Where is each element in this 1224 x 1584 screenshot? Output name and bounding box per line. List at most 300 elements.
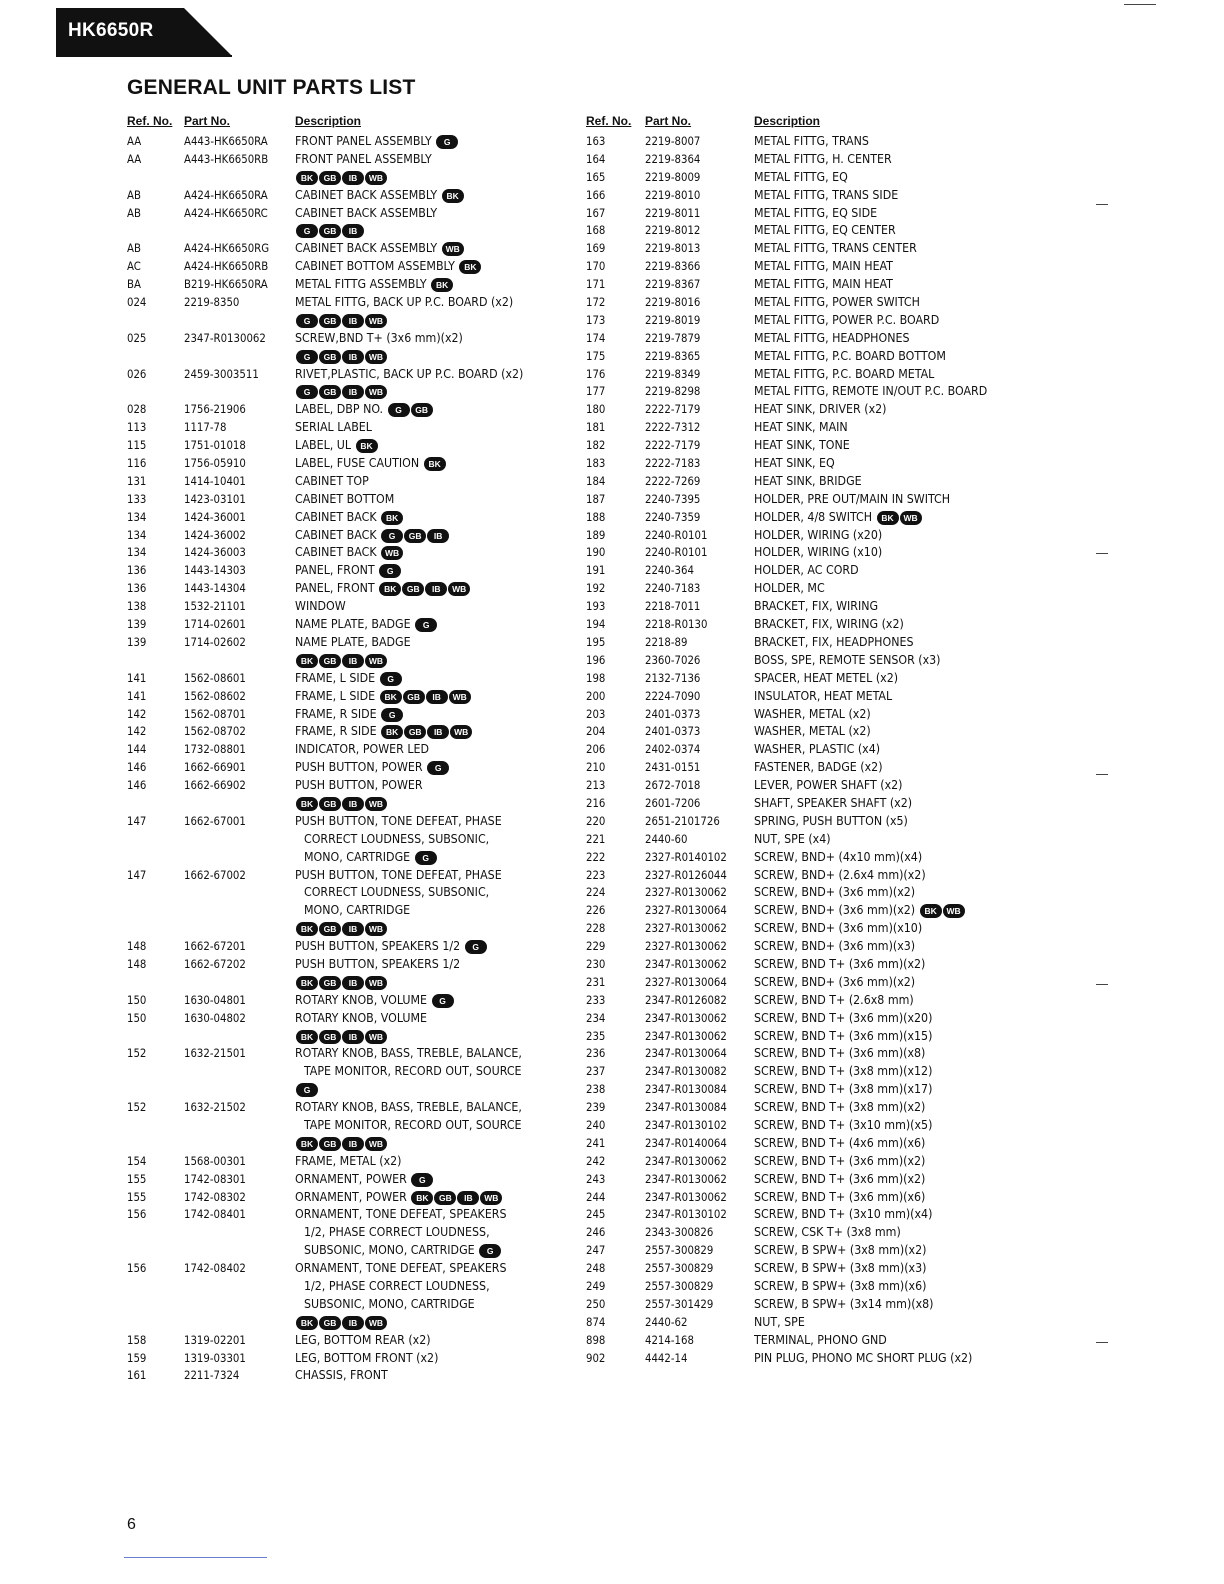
- table-row: [127, 455, 577, 473]
- description: [295, 1242, 577, 1260]
- description-text: SERIAL LABEL: [295, 420, 372, 435]
- table-row: [127, 1206, 577, 1224]
- part-no: 2219-8019: [645, 313, 701, 327]
- ref-no: AC: [127, 260, 141, 274]
- version-badge: WB: [365, 654, 387, 668]
- ref-no: [127, 1296, 184, 1314]
- table-row: [586, 1081, 1056, 1099]
- description-text: ROTARY KNOB, VOLUME: [295, 992, 428, 1007]
- ref-no: 204: [586, 725, 606, 739]
- description: [295, 348, 577, 366]
- parts-table-right: [586, 114, 1056, 1367]
- part-no: [184, 1296, 295, 1314]
- table-row: [586, 706, 1056, 724]
- description-text: CHASSIS, FRONT: [295, 1368, 388, 1383]
- description: [295, 133, 577, 151]
- table-row: [586, 956, 1056, 974]
- ref-no: 223: [586, 868, 606, 882]
- version-badge: BK: [424, 457, 446, 471]
- ref-no: 159: [127, 1351, 147, 1365]
- table-row: [127, 741, 577, 759]
- ref-no: 136: [127, 582, 147, 596]
- version-badge: BK: [296, 976, 318, 990]
- ref-no: 170: [586, 260, 606, 274]
- ref-no: 241: [586, 1136, 606, 1150]
- ref-no: 171: [586, 278, 606, 292]
- ref-no: 222: [586, 850, 606, 864]
- version-badge: BK: [877, 511, 899, 525]
- description: [754, 240, 1056, 258]
- version-badge: G: [415, 851, 437, 865]
- table-row: [127, 902, 577, 920]
- ref-no: 139: [127, 635, 147, 649]
- table-row: [586, 634, 1056, 652]
- description-text: METAL FITTG, POWER SWITCH: [754, 295, 920, 310]
- part-no: 1662-66901: [184, 761, 246, 775]
- description: [754, 1224, 1056, 1242]
- table-row: [586, 562, 1056, 580]
- description: [295, 867, 577, 885]
- version-badge: BK: [411, 1191, 433, 1205]
- version-badge: IB: [342, 654, 364, 668]
- ref-no: 156: [127, 1262, 147, 1276]
- description: [295, 1081, 577, 1099]
- table-row: [586, 777, 1056, 795]
- description: [754, 706, 1056, 724]
- version-badge: WB: [365, 922, 387, 936]
- description-text: NUT, SPE (x4): [754, 831, 831, 846]
- part-no: 1424-36002: [184, 528, 246, 542]
- description-text: HOLDER, 4/8 SWITCH: [754, 509, 873, 524]
- description: [754, 1171, 1056, 1189]
- version-badge: WB: [381, 546, 403, 560]
- description: [295, 813, 577, 831]
- part-no: 4442-14: [645, 1351, 688, 1365]
- ref-no: [127, 383, 184, 401]
- description-text: SUBSONIC, MONO, CARTRIDGE: [304, 1296, 475, 1311]
- ref-no: [127, 795, 184, 813]
- version-badge: GB: [434, 1191, 456, 1205]
- description: [295, 205, 577, 223]
- description-text: SCREW, BND T+ (3x6 mm)(x20): [754, 1010, 933, 1025]
- version-badge: G: [388, 403, 410, 417]
- description: [295, 509, 577, 527]
- ref-no: [127, 652, 184, 670]
- ref-no: 181: [586, 421, 606, 435]
- description: [295, 258, 577, 276]
- description: [295, 276, 577, 294]
- description: [754, 312, 1056, 330]
- table-row: [127, 527, 577, 545]
- ref-no: 172: [586, 296, 606, 310]
- version-badge: BK: [356, 439, 378, 453]
- table-row: [586, 437, 1056, 455]
- ref-no: 213: [586, 779, 606, 793]
- description: [754, 938, 1056, 956]
- description-text: FRAME, L SIDE: [295, 688, 376, 703]
- description-text: HEAT SINK, MAIN: [754, 420, 848, 435]
- version-badge: G: [427, 761, 449, 775]
- ref-no: 134: [127, 546, 147, 560]
- description-text: SUBSONIC, MONO, CARTRIDGE: [304, 1243, 475, 1258]
- description-text: METAL FITTG, MAIN HEAT: [754, 277, 893, 292]
- part-no: 2224-7090: [645, 689, 701, 703]
- version-badge: BK: [296, 797, 318, 811]
- description: [754, 222, 1056, 240]
- description-text: PANEL, FRONT: [295, 563, 375, 578]
- part-no: 1424-36003: [184, 546, 246, 560]
- description-text: LABEL, FUSE CAUTION: [295, 456, 420, 471]
- part-no: 2327-R0140102: [645, 850, 727, 864]
- part-no: 2347-R0126082: [645, 993, 727, 1007]
- ref-no: 155: [127, 1190, 147, 1204]
- part-no: [184, 974, 295, 992]
- ref-no: 238: [586, 1083, 606, 1097]
- table-row: [586, 920, 1056, 938]
- ref-no: [127, 169, 184, 187]
- part-no: 2347-R0130102: [645, 1118, 727, 1132]
- description: [754, 258, 1056, 276]
- part-no: 1562-08602: [184, 689, 246, 703]
- ref-no: 183: [586, 457, 606, 471]
- description: [754, 831, 1056, 849]
- table-row: [586, 759, 1056, 777]
- part-no: 1632-21501: [184, 1047, 246, 1061]
- table-row: [586, 992, 1056, 1010]
- ref-no: 192: [586, 582, 606, 596]
- description: [754, 920, 1056, 938]
- part-no: 2347-R0130062: [645, 1154, 727, 1168]
- margin-mark: [1096, 204, 1108, 205]
- description: [754, 562, 1056, 580]
- part-no: 2218-7011: [645, 600, 701, 614]
- description-text: NAME PLATE, BADGE: [295, 617, 411, 632]
- version-badge: IB: [427, 725, 449, 739]
- part-no: A443-HK6650RA: [184, 135, 268, 148]
- ref-no: 146: [127, 761, 147, 775]
- description: [295, 759, 577, 777]
- version-badge: IB: [342, 1030, 364, 1044]
- version-badge: BK: [920, 904, 942, 918]
- table-row: [586, 1099, 1056, 1117]
- version-badge: BK: [296, 922, 318, 936]
- table-row: [127, 849, 577, 867]
- table-row: [586, 1278, 1056, 1296]
- description-text: PUSH BUTTON, POWER: [295, 760, 423, 775]
- description-text: SCREW, BND T+ (3x6 mm)(x15): [754, 1028, 933, 1043]
- ref-no: 028: [127, 403, 147, 417]
- ref-no: 190: [586, 546, 606, 560]
- description: [295, 634, 577, 652]
- description: [754, 1314, 1056, 1332]
- description-text: PUSH BUTTON, SPEAKERS 1/2: [295, 939, 461, 954]
- description: [754, 1189, 1056, 1207]
- table-row: [586, 938, 1056, 956]
- ref-no: 146: [127, 779, 147, 793]
- part-no: [184, 902, 295, 920]
- part-no: 2219-8009: [645, 170, 701, 184]
- table-row: [586, 1350, 1056, 1368]
- description: [295, 831, 577, 849]
- part-no: 1568-00301: [184, 1154, 246, 1168]
- description: [295, 491, 577, 509]
- table-row: [586, 1206, 1056, 1224]
- part-no: [184, 383, 295, 401]
- ref-no: 147: [127, 868, 147, 882]
- part-no: [184, 222, 295, 240]
- version-badge: G: [381, 529, 403, 543]
- ref-no: 196: [586, 653, 606, 667]
- header-part-no: Part No.: [184, 114, 231, 128]
- table-row: [127, 509, 577, 527]
- description-text: CABINET BACK: [295, 545, 377, 560]
- ref-no: 874: [586, 1315, 606, 1329]
- ref-no: BA: [127, 278, 141, 292]
- margin-mark: [1096, 553, 1108, 554]
- description: [754, 544, 1056, 562]
- description-text: ORNAMENT, POWER: [295, 1189, 407, 1204]
- description-text: SCREW, B SPW+ (3x8 mm)(x3): [754, 1261, 927, 1276]
- table-row: [586, 455, 1056, 473]
- table-row: [586, 151, 1056, 169]
- table-row: [127, 795, 577, 813]
- description-text: LABEL, DBP NO.: [295, 402, 384, 417]
- description: [295, 920, 577, 938]
- version-badge: WB: [365, 350, 387, 364]
- part-no: 2222-7179: [645, 403, 701, 417]
- part-no: 2218-R0130: [645, 618, 708, 632]
- ref-no: 180: [586, 403, 606, 417]
- model-tab: [56, 8, 232, 56]
- description-text: WASHER, METAL (x2): [754, 724, 871, 739]
- part-no: B219-HK6650RA: [184, 278, 268, 292]
- part-no: 2347-R0130062: [645, 1029, 727, 1043]
- description-text: HOLDER, WIRING (x10): [754, 545, 883, 560]
- part-no: 1630-04802: [184, 1011, 246, 1025]
- description: [295, 240, 577, 258]
- left-rows: [127, 133, 577, 1385]
- ref-no: 195: [586, 635, 606, 649]
- ref-no: 242: [586, 1154, 606, 1168]
- part-no: 1742-08402: [184, 1262, 246, 1276]
- part-no: 2222-7269: [645, 474, 701, 488]
- description: [754, 401, 1056, 419]
- part-no: 1714-02602: [184, 635, 246, 649]
- description-text: FRONT PANEL ASSEMBLY: [295, 134, 432, 148]
- description: [754, 1332, 1056, 1350]
- part-no: 2401-0373: [645, 707, 701, 721]
- description: [295, 222, 577, 240]
- ref-no: [127, 831, 184, 849]
- version-badge: WB: [943, 904, 965, 918]
- table-row: [127, 634, 577, 652]
- ref-no: [127, 1028, 184, 1046]
- description: [754, 1045, 1056, 1063]
- part-no: 1742-08302: [184, 1190, 246, 1204]
- part-no: 2440-60: [645, 832, 688, 846]
- description: [754, 1278, 1056, 1296]
- table-row: [586, 884, 1056, 902]
- description: [754, 598, 1056, 616]
- part-no: 1423-03101: [184, 492, 246, 506]
- version-badge: GB: [319, 922, 341, 936]
- part-no: 4214-168: [645, 1333, 694, 1347]
- table-row: [586, 974, 1056, 992]
- description: [295, 1332, 577, 1350]
- ref-no: 193: [586, 600, 606, 614]
- part-no: A424-HK6650RB: [184, 260, 269, 274]
- description: [754, 509, 1056, 527]
- part-no: [184, 1081, 295, 1099]
- ref-no: 136: [127, 564, 147, 578]
- part-no: 2222-7179: [645, 439, 701, 453]
- description-text: CORRECT LOUDNESS, SUBSONIC,: [304, 885, 490, 900]
- table-row: [127, 294, 577, 312]
- table-row: [586, 1224, 1056, 1242]
- part-no: A443-HK6650RB: [184, 152, 269, 166]
- description: [295, 670, 577, 688]
- description-text: PUSH BUTTON, TONE DEFEAT, PHASE: [295, 867, 502, 882]
- part-no: 2343-300826: [645, 1226, 714, 1240]
- table-row: [586, 1260, 1056, 1278]
- version-badge: G: [479, 1244, 501, 1258]
- part-no: 2240-7359: [645, 510, 701, 524]
- table-row: [127, 1117, 577, 1135]
- table-row: [586, 527, 1056, 545]
- margin-mark: [1096, 774, 1108, 775]
- ref-no: 165: [586, 170, 606, 184]
- description: [295, 1206, 577, 1224]
- description: [754, 294, 1056, 312]
- table-row: [586, 1028, 1056, 1046]
- version-badge: G: [411, 1173, 433, 1187]
- part-no: 2347-R0140064: [645, 1136, 727, 1150]
- table-row: [586, 813, 1056, 831]
- description: [754, 491, 1056, 509]
- ref-no: 229: [586, 940, 606, 954]
- ref-no: AB: [127, 188, 141, 202]
- version-badge: BK: [296, 1030, 318, 1044]
- description: [295, 437, 577, 455]
- header-description: Description: [295, 114, 362, 128]
- ref-no: 173: [586, 313, 606, 327]
- description: [295, 1045, 577, 1063]
- description-text: ROTARY KNOB, VOLUME: [295, 1010, 428, 1025]
- description: [754, 366, 1056, 384]
- description: [295, 777, 577, 795]
- part-no: 2401-0373: [645, 725, 701, 739]
- ref-no: 177: [586, 385, 606, 399]
- ref-no: 155: [127, 1172, 147, 1186]
- ref-no: [127, 1278, 184, 1296]
- part-no: 2431-0151: [645, 761, 701, 775]
- description: [754, 187, 1056, 205]
- part-no: [184, 920, 295, 938]
- version-badge: G: [381, 708, 403, 722]
- description: [754, 133, 1056, 151]
- version-badge: IB: [342, 976, 364, 990]
- table-row: [586, 831, 1056, 849]
- part-no: 2360-7026: [645, 653, 701, 667]
- ref-no: AB: [127, 242, 141, 256]
- description: [754, 813, 1056, 831]
- ref-no: 198: [586, 671, 606, 685]
- ref-no: 131: [127, 474, 147, 488]
- description-text: WASHER, PLASTIC (x4): [754, 742, 881, 757]
- version-badge: WB: [449, 690, 471, 704]
- ref-no: [127, 1135, 184, 1153]
- description: [295, 169, 577, 187]
- table-row: [127, 1028, 577, 1046]
- part-no: 1319-02201: [184, 1333, 246, 1347]
- version-badge: GB: [319, 224, 341, 238]
- description-text: PIN PLUG, PHONO MC SHORT PLUG (x2): [754, 1350, 973, 1365]
- ref-no: 154: [127, 1154, 147, 1168]
- version-badge: BK: [296, 1137, 318, 1151]
- description-text: SCREW, B SPW+ (3x8 mm)(x2): [754, 1243, 927, 1258]
- part-no: 2132-7136: [645, 671, 701, 685]
- version-badge: WB: [365, 1030, 387, 1044]
- part-no: 2240-R0101: [645, 528, 708, 542]
- description-text: METAL FITTG, TRANS SIDE: [754, 187, 899, 202]
- table-row: [586, 1063, 1056, 1081]
- footer-rule: [124, 1557, 267, 1558]
- ref-no: 163: [586, 135, 606, 148]
- description-text: TAPE MONITOR, RECORD OUT, SOURCE: [304, 1117, 522, 1132]
- description: [295, 1224, 577, 1242]
- description-text: SPACER, HEAT METEL (x2): [754, 670, 899, 685]
- ref-no: 168: [586, 224, 606, 238]
- ref-no: 144: [127, 743, 147, 757]
- description: [754, 205, 1056, 223]
- table-row: [127, 1260, 577, 1278]
- version-badge: WB: [900, 511, 922, 525]
- description: [295, 1117, 577, 1135]
- table-row: [586, 348, 1056, 366]
- description: [295, 312, 577, 330]
- description-text: TAPE MONITOR, RECORD OUT, SOURCE: [304, 1064, 522, 1079]
- table-row: [586, 1171, 1056, 1189]
- description: [295, 151, 577, 169]
- table-row: [586, 1189, 1056, 1207]
- version-badge: WB: [365, 797, 387, 811]
- description-text: CORRECT LOUDNESS, SUBSONIC,: [304, 831, 490, 846]
- table-row: [127, 151, 577, 169]
- table-row: [127, 205, 577, 223]
- version-badge: GB: [319, 350, 341, 364]
- table-row: [127, 437, 577, 455]
- ref-no: 141: [127, 671, 147, 685]
- table-row: [586, 741, 1056, 759]
- table-row: [586, 205, 1056, 223]
- part-no: 2219-8013: [645, 242, 701, 256]
- description: [295, 366, 577, 384]
- version-badge: G: [436, 135, 458, 149]
- part-no: 2240-7183: [645, 582, 701, 596]
- table-row: [586, 902, 1056, 920]
- version-badge: BK: [296, 1316, 318, 1330]
- part-no: 2672-7018: [645, 779, 701, 793]
- version-badge: G: [296, 350, 318, 364]
- description: [754, 974, 1056, 992]
- description-text: RIVET,PLASTIC, BACK UP P.C. BOARD (x2): [295, 366, 524, 381]
- description: [295, 974, 577, 992]
- part-no: [184, 884, 295, 902]
- part-no: 1662-67001: [184, 814, 246, 828]
- description-text: METAL FITTG, P.C. BOARD METAL: [754, 366, 935, 381]
- part-no: [184, 652, 295, 670]
- description-text: SCREW, B SPW+ (3x8 mm)(x6): [754, 1279, 927, 1293]
